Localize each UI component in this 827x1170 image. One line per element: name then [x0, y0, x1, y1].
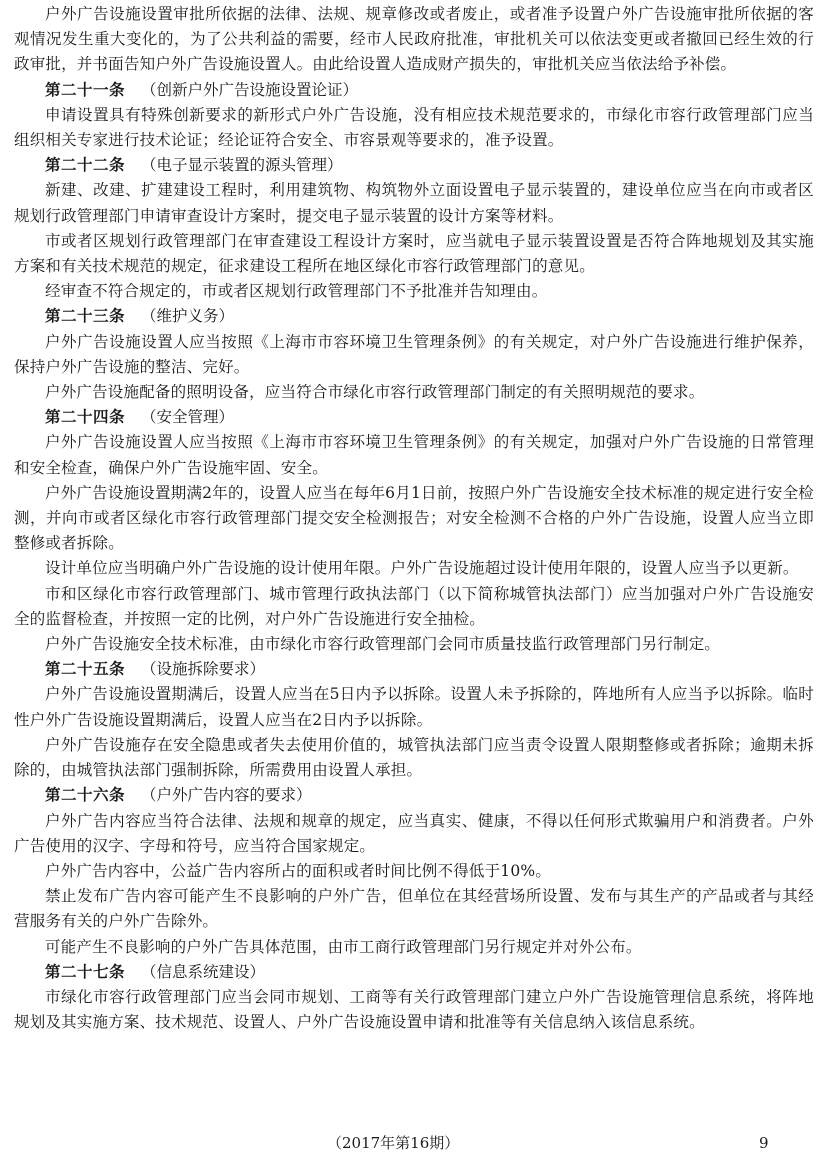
article-heading — [14, 153, 814, 178]
article-heading — [14, 960, 814, 985]
issue-label: （2017年第16期） — [327, 1134, 460, 1152]
article-number: 第二十二条 — [45, 156, 126, 175]
body-paragraph: 市或者区规划行政管理部门在审查建设工程设计方案时，应当就电子显示装置设置是否符合阵地规划及其实施方案和有关技术规范的规定，征求建设工程所在地区绿化市容行政管理部门的意见。 — [14, 231, 814, 276]
body-paragraph: 可能产生不良影响的户外广告具体范围，由市工商行政管理部门另行规定并对外公布。 — [45, 937, 642, 956]
article-title: （信息系统建设） — [141, 962, 266, 981]
article-title: （电子显示装置的源头管理） — [141, 156, 343, 175]
article-heading — [14, 405, 814, 430]
body-paragraph: 户外广告设施设置审批所依据的法律、法规、规章修改或者废止，或者准予设置户外广告设施审批所依据的客观情况发生重大变化的，为了公共利益的需要，经市人民政府批准，审批机关可以依法变更或者撤回已经生效的行政审批，并书面告知户外广告设施设置人。由此给设置人造成财产损失的，审批机关应当依法给予补偿。 — [14, 5, 814, 74]
body-paragraph: 市绿化市容行政管理部门应当会同市规划、工商等有关行政管理部门建立户外广告设施管理信息系统，将阵地规划及其实施方案、技术规范、设置人、户外广告设施设置申请和批准等有关信息纳入该信息系统。 — [14, 987, 814, 1032]
body-paragraph: 户外广告设施设置期满2年的，设置人应当在每年6月1日前，按照户外广告设施安全技术标准的规定进行安全检测，并向市或者区绿化市容行政管理部门提交安全检测报告；对安全检测不合格的户外广告设施，设置人应当立即整修或者拆除。 — [14, 483, 814, 553]
article-number: 第二十五条 — [45, 660, 126, 679]
page-footer — [0, 1131, 827, 1155]
article-heading — [14, 657, 814, 682]
document-body — [14, 2, 814, 1035]
article-title: （户外广告内容的要求） — [141, 786, 312, 805]
body-paragraph: 户外广告设施安全技术标准，由市绿化市容行政管理部门会同市质量技监行政管理部门另行制定。 — [45, 635, 721, 654]
article-title: （安全管理） — [141, 408, 235, 427]
body-paragraph: 禁止发布广告内容可能产生不良影响的户外广告，但单位在其经营场所设置、发布与其生产的产品或者与其经营服务有关的户外广告除外。 — [14, 887, 814, 931]
article-title: （设施拆除要求） — [141, 660, 266, 679]
body-paragraph: 户外广告设施配备的照明设备，应当符合市绿化市容行政管理部门制定的有关照明规范的要求。 — [45, 383, 705, 402]
article-number: 第二十三条 — [45, 307, 126, 326]
article-number: 第二十七条 — [45, 962, 126, 981]
page-number: 9 — [759, 1134, 769, 1152]
article-heading — [14, 783, 814, 808]
body-paragraph: 户外广告设施存在安全隐患或者失去使用价值的，城管执法部门应当责令设置人限期整修或者拆除；逾期未拆除的，由城管执法部门强制拆除，所需费用由设置人承担。 — [14, 735, 814, 780]
article-number: 第二十一条 — [45, 80, 126, 99]
body-paragraph: 申请设置具有特殊创新要求的新形式户外广告设施，没有相应技术规范要求的，市绿化市容行政管理部门应当组织相关专家进行技术论证；经论证符合安全、市容景观等要求的，准予设置。 — [14, 105, 814, 150]
article-title: （维护义务） — [141, 307, 235, 326]
body-paragraph: 新建、改建、扩建建设工程时，利用建筑物、构筑物外立面设置电子显示装置的，建设单位应当在向市或者区规划行政管理部门申请审查设计方案时，提交电子显示装置的设计方案等材料。 — [14, 181, 814, 225]
article-number: 第二十四条 — [45, 408, 126, 427]
body-paragraph: 户外广告内容中，公益广告内容所占的面积或者时间比例不得低于10%。 — [45, 861, 552, 880]
body-paragraph: 户外广告内容应当符合法律、法规和规章的规定，应当真实、健康，不得以任何形式欺骗用户和消费者。户外广告使用的汉字、字母和符号，应当符合国家规定。 — [14, 811, 814, 855]
body-paragraph: 市和区绿化市容行政管理部门、城市管理行政执法部门（以下简称城管执法部门）应当加强对户外广告设施安全的监督检查，并按照一定的比例，对户外广告设施进行安全抽检。 — [14, 584, 814, 628]
body-paragraph: 经审查不符合规定的，市或者区规划行政管理部门不予批准并告知理由。 — [45, 282, 548, 301]
article-heading — [14, 304, 814, 329]
body-paragraph: 户外广告设施设置期满后，设置人应当在5日内予以拆除。设置人未予拆除的，阵地所有人应当予以拆除。临时性户外广告设施设置期满后，设置人应当在2日内予以拆除。 — [14, 685, 814, 729]
article-number: 第二十六条 — [45, 786, 126, 805]
body-paragraph: 户外广告设施设置人应当按照《上海市市容环境卫生管理条例》的有关规定，对户外广告设施进行维护保养，保持户外广告设施的整洁、完好。 — [14, 332, 814, 376]
article-heading — [14, 78, 814, 103]
article-title: （创新户外广告设施设置论证） — [141, 80, 359, 99]
body-paragraph: 户外广告设施设置人应当按照《上海市市容环境卫生管理条例》的有关规定，加强对户外广告设施的日常管理和安全检查，确保户外广告设施牢固、安全。 — [14, 433, 814, 477]
body-paragraph: 设计单位应当明确户外广告设施的设计使用年限。户外广告设施超过设计使用年限的，设置人应当予以更新。 — [45, 559, 799, 578]
